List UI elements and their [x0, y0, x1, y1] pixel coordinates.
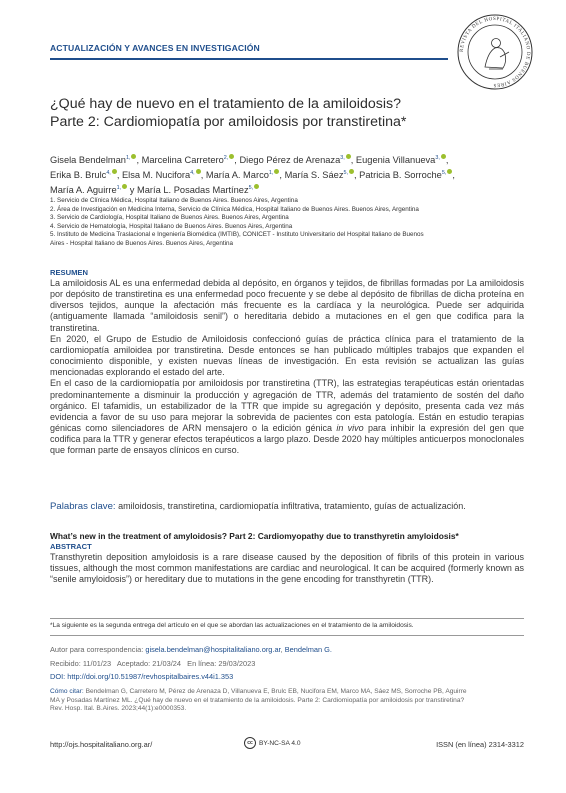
journal-seal-logo	[455, 12, 535, 92]
correspondence-line: Autor para correspondencia: gisela.bendelman@hospitalitaliano.org.ar, Bendelman G.	[50, 645, 332, 654]
keywords	[50, 501, 530, 512]
article-title	[50, 95, 520, 131]
correspondence-email-link[interactable]: gisela.bendelman@hospitalitaliano.org.ar	[145, 645, 281, 654]
author-affiliation-mark: 1,	[268, 169, 274, 176]
affiliations	[50, 197, 530, 249]
author-list: Gisela Bendelman$^{1,}$ , Marcelina Carretero$^{2,}$ , Diego Pérez de Arenaza$^{3,}$ , Eugenia Villanueva$^{3,}$ , Erika B. Brulc$^{4,}$ , Elsa M. Nucifora$^{4,}$ , María A. Marco$^{1,}$ , María S. Sáez$^{5,}$ , Patricia B. Sorroche$^{5,}$ , María A. Aguirre$^{1,}$ y María L. Posadas Martínez$^{5,}$	[50, 154, 455, 195]
author-name: Marcelina Carretero	[141, 155, 224, 165]
received-date: Recibido: 11/01/23	[50, 659, 112, 668]
citation-label: Cómo citar:	[50, 688, 84, 695]
orcid-icon[interactable]	[349, 169, 354, 174]
orcid-icon[interactable]	[274, 169, 279, 174]
keywords-text: amiloidosis, transtiretina, cardiomiopatía infiltrativa, tratamiento, guías de actualización.	[118, 501, 466, 511]
section-label: ACTUALIZACIÓN Y AVANCES EN INVESTIGACIÓN	[50, 43, 260, 53]
affiliation-item: 5. Instituto de Medicina Traslacional e Ingeniería Biomédica (IMTIB), CONICET - Instituto Universitario del Hospital Italiano de Buenos	[50, 231, 424, 239]
resumen-paragraph-3	[50, 378, 524, 456]
affiliation-item: 4. Servicio de Hematología, Hospital Italiano de Buenos Aires. Buenos Aires, Argentina	[50, 222, 293, 230]
footnote: *La siguiente es la segunda entrega del artículo en el que se abordan las actualizaciones en el tratamiento de la amiloidosis.	[50, 622, 414, 629]
svg-text:REVISTA DEL HOSPITAL ITALIANO	[460, 17, 530, 87]
author-name: Patricia B. Sorroche	[359, 170, 442, 180]
resumen-paragraph-3-end: para inhibir la expresión del gen que codifica para la TTR y generar efectos terapéuticos a largo plazo. Desde 2020 hay múltiples anticuerpos monoclonales que forman parte de ensayos clínicos en curso.	[50, 423, 524, 456]
resumen-paragraph-2: En 2020, el Grupo de Estudio de Amiloidosis confeccionó guías de práctica clínica para el tratamiento de la cardiomiopatía amiloidea por transtiretina. Desde entonces se han publicado múltiples trabajos que expanden el conocimiento disponible, y existen nuevas líneas de investigación. En esta revisión se actualizan las guías mencionadas explorando el estado del arte.	[50, 333, 524, 378]
orcid-icon[interactable]	[447, 169, 452, 174]
affiliation-item: 2. Área de Investigación en Medicina Interna, Servicio de Clínica Médica, Hospital Italiano de Buenos Aires. Buenos Aires, Argentina	[50, 205, 419, 213]
author-name: María A. Aguirre	[50, 185, 117, 195]
title-line-2: Parte 2: Cardiomiopatía por amiloidosis por transtiretina*	[50, 114, 407, 130]
resumen-heading: RESUMEN	[50, 268, 88, 277]
resumen-body	[50, 278, 524, 457]
author-affiliation-mark: 5,	[343, 169, 348, 176]
author-affiliation-mark: 1,	[125, 154, 131, 161]
author-name: Erika B. Brulc	[50, 170, 107, 180]
orcid-icon[interactable]	[254, 184, 259, 189]
cc-license-badge[interactable]	[244, 737, 326, 749]
author-affiliation-mark: 1,	[116, 184, 122, 191]
orcid-icon[interactable]	[346, 154, 351, 159]
accepted-date: Aceptado: 21/03/24	[116, 659, 181, 668]
citation	[50, 688, 530, 714]
abstract-heading: ABSTRACT	[50, 542, 92, 551]
resumen-in-vivo: in vivo	[336, 423, 364, 434]
issn: ISSN (en línea) 2314-3312	[436, 740, 524, 749]
author-affiliation-mark: 2,	[223, 154, 229, 161]
orcid-icon[interactable]	[441, 154, 446, 159]
author-affiliation-mark: 5,	[248, 184, 254, 191]
orcid-icon[interactable]	[122, 184, 127, 189]
title-line-1: ¿Qué hay de nuevo en el tratamiento de la amiloidosis?	[50, 96, 401, 112]
correspondence-name: Bendelman G.	[284, 645, 332, 654]
affiliation-item: 1. Servicio de Clínica Médica, Hospital Italiano de Buenos Aires. Buenos Aires, Argentina	[50, 197, 298, 204]
license-text: BY-NC-SA 4.0	[259, 739, 301, 747]
affiliation-item: Aires - Hospital Italiano de Buenos Aires. Buenos Aires, Argentina	[50, 239, 234, 247]
author-name: Eugenia Villanueva	[355, 155, 436, 165]
header-rule	[50, 58, 448, 60]
resumen-paragraph-3-start: En el caso de la cardiomiopatía por amiloidosis por transtiretina (TTR), las estrategias terapéuticas están orientadas predominantemente a disminuir la producción y agregación de TTR, además del tratamiento de sostén del daño orgánico. El tafamidis, un estabilizador de la TTR que impide su agregación y depósito, presenta cada vez más evidencia a favor de su uso para mejorar la sobrevida de pacientes con esta patología. Están en estudio terapias génicas como silenciadores de ARN mensajero o la edición génica	[50, 378, 524, 434]
author-name: Elsa M. Nucifora	[121, 170, 191, 180]
correspondence-label: Autor para correspondencia:	[50, 645, 144, 654]
citation-line-3: Rev. Hosp. Ital. B.Aires. 2023;44(1):e0000353.	[50, 705, 187, 713]
author-name: Gisela Bendelman	[50, 155, 126, 165]
author-affiliation-mark: 5,	[441, 169, 447, 176]
orcid-icon[interactable]	[229, 154, 234, 159]
affiliation-item: 3. Servicio de Cardiología, Hospital Italiano de Buenos Aires. Buenos Aires, Argentina	[50, 214, 289, 222]
author-name: María A. Marco	[205, 170, 269, 180]
author-conjunction: y	[129, 185, 135, 195]
author-name: María S. Sáez	[284, 170, 344, 180]
doi-label: DOI:	[50, 672, 66, 681]
citation-line-1: Bendelman G, Carretero M, Pérez de Arenaza D, Villanueva E, Brulc EB, Nucifora EM, Marco MA, Sáez MS, Sorroche PB, Aguirre	[85, 688, 467, 695]
resumen-paragraph-1: La amiloidosis AL es una enfermedad debida al depósito, en órganos y tejidos, de fibrillas formadas por La amiloidosis por depósito de transtiretina es una enfermedad poco frecuente y se debe al depósito de fibrillas de dicha proteína en diversos tejidos, aunque la afectación más frecuente es la cardíaca y la neurológica. Puede ser adquirida (antiguamente llamada “amiloidosis senil”) o hereditaria debido a mutaciones en el gen que codifica para la transtiretina.	[50, 278, 524, 333]
seal-ring-text: REVISTA DEL HOSPITAL ITALIANO DE BUENOS AIRES	[459, 16, 531, 88]
orcid-icon[interactable]	[131, 154, 136, 159]
dates-line	[50, 659, 530, 668]
author-affiliation-mark: 3,	[435, 154, 440, 161]
online-date: En línea: 29/03/2023	[187, 659, 256, 668]
author-name: Diego Pérez de Arenaza	[239, 155, 341, 165]
author-affiliation-mark: 4,	[106, 169, 111, 176]
orcid-icon[interactable]	[112, 169, 117, 174]
footnote-rule-bottom	[50, 635, 524, 636]
english-title: What’s new in the treatment of amyloidosis? Part 2: Cardiomyopathy due to transthyretin amyloidosis*	[50, 531, 459, 541]
author-name: María L. Posadas Martínez	[137, 185, 249, 195]
orcid-icon[interactable]	[196, 169, 201, 174]
doi-link[interactable]: http://doi.org/10.51987/revhospitalbaires.v44i1.353	[67, 672, 234, 681]
doi-line	[50, 672, 530, 681]
footnote-rule-top	[50, 618, 524, 619]
author-affiliation-mark: 4,	[190, 169, 195, 176]
footer-url-link[interactable]: http://ojs.hospitalitaliano.org.ar/	[50, 740, 153, 749]
creative-commons-icon: cc	[244, 737, 256, 749]
author-affiliation-mark: 3,	[340, 154, 345, 161]
abstract-body: Transthyretin deposition amyloidosis is a rare disease caused by the deposition of fibrils of this protein in various tissues, although the most common manifestations are cardiac and neurological. It can be acquired (formerly known as “senile amyloidosis”) or hereditary due to mutations in the gene encoding for transthyretin (TTR).	[50, 552, 524, 585]
citation-line-2: MA y Posadas Martínez ML. ¿Qué hay de nuevo en el tratamiento de la amiloidosis. Parte 2: Cardiomiopatía por amiloidosis por transtiretina?	[50, 696, 465, 704]
keywords-label: Palabras clave:	[50, 501, 116, 512]
